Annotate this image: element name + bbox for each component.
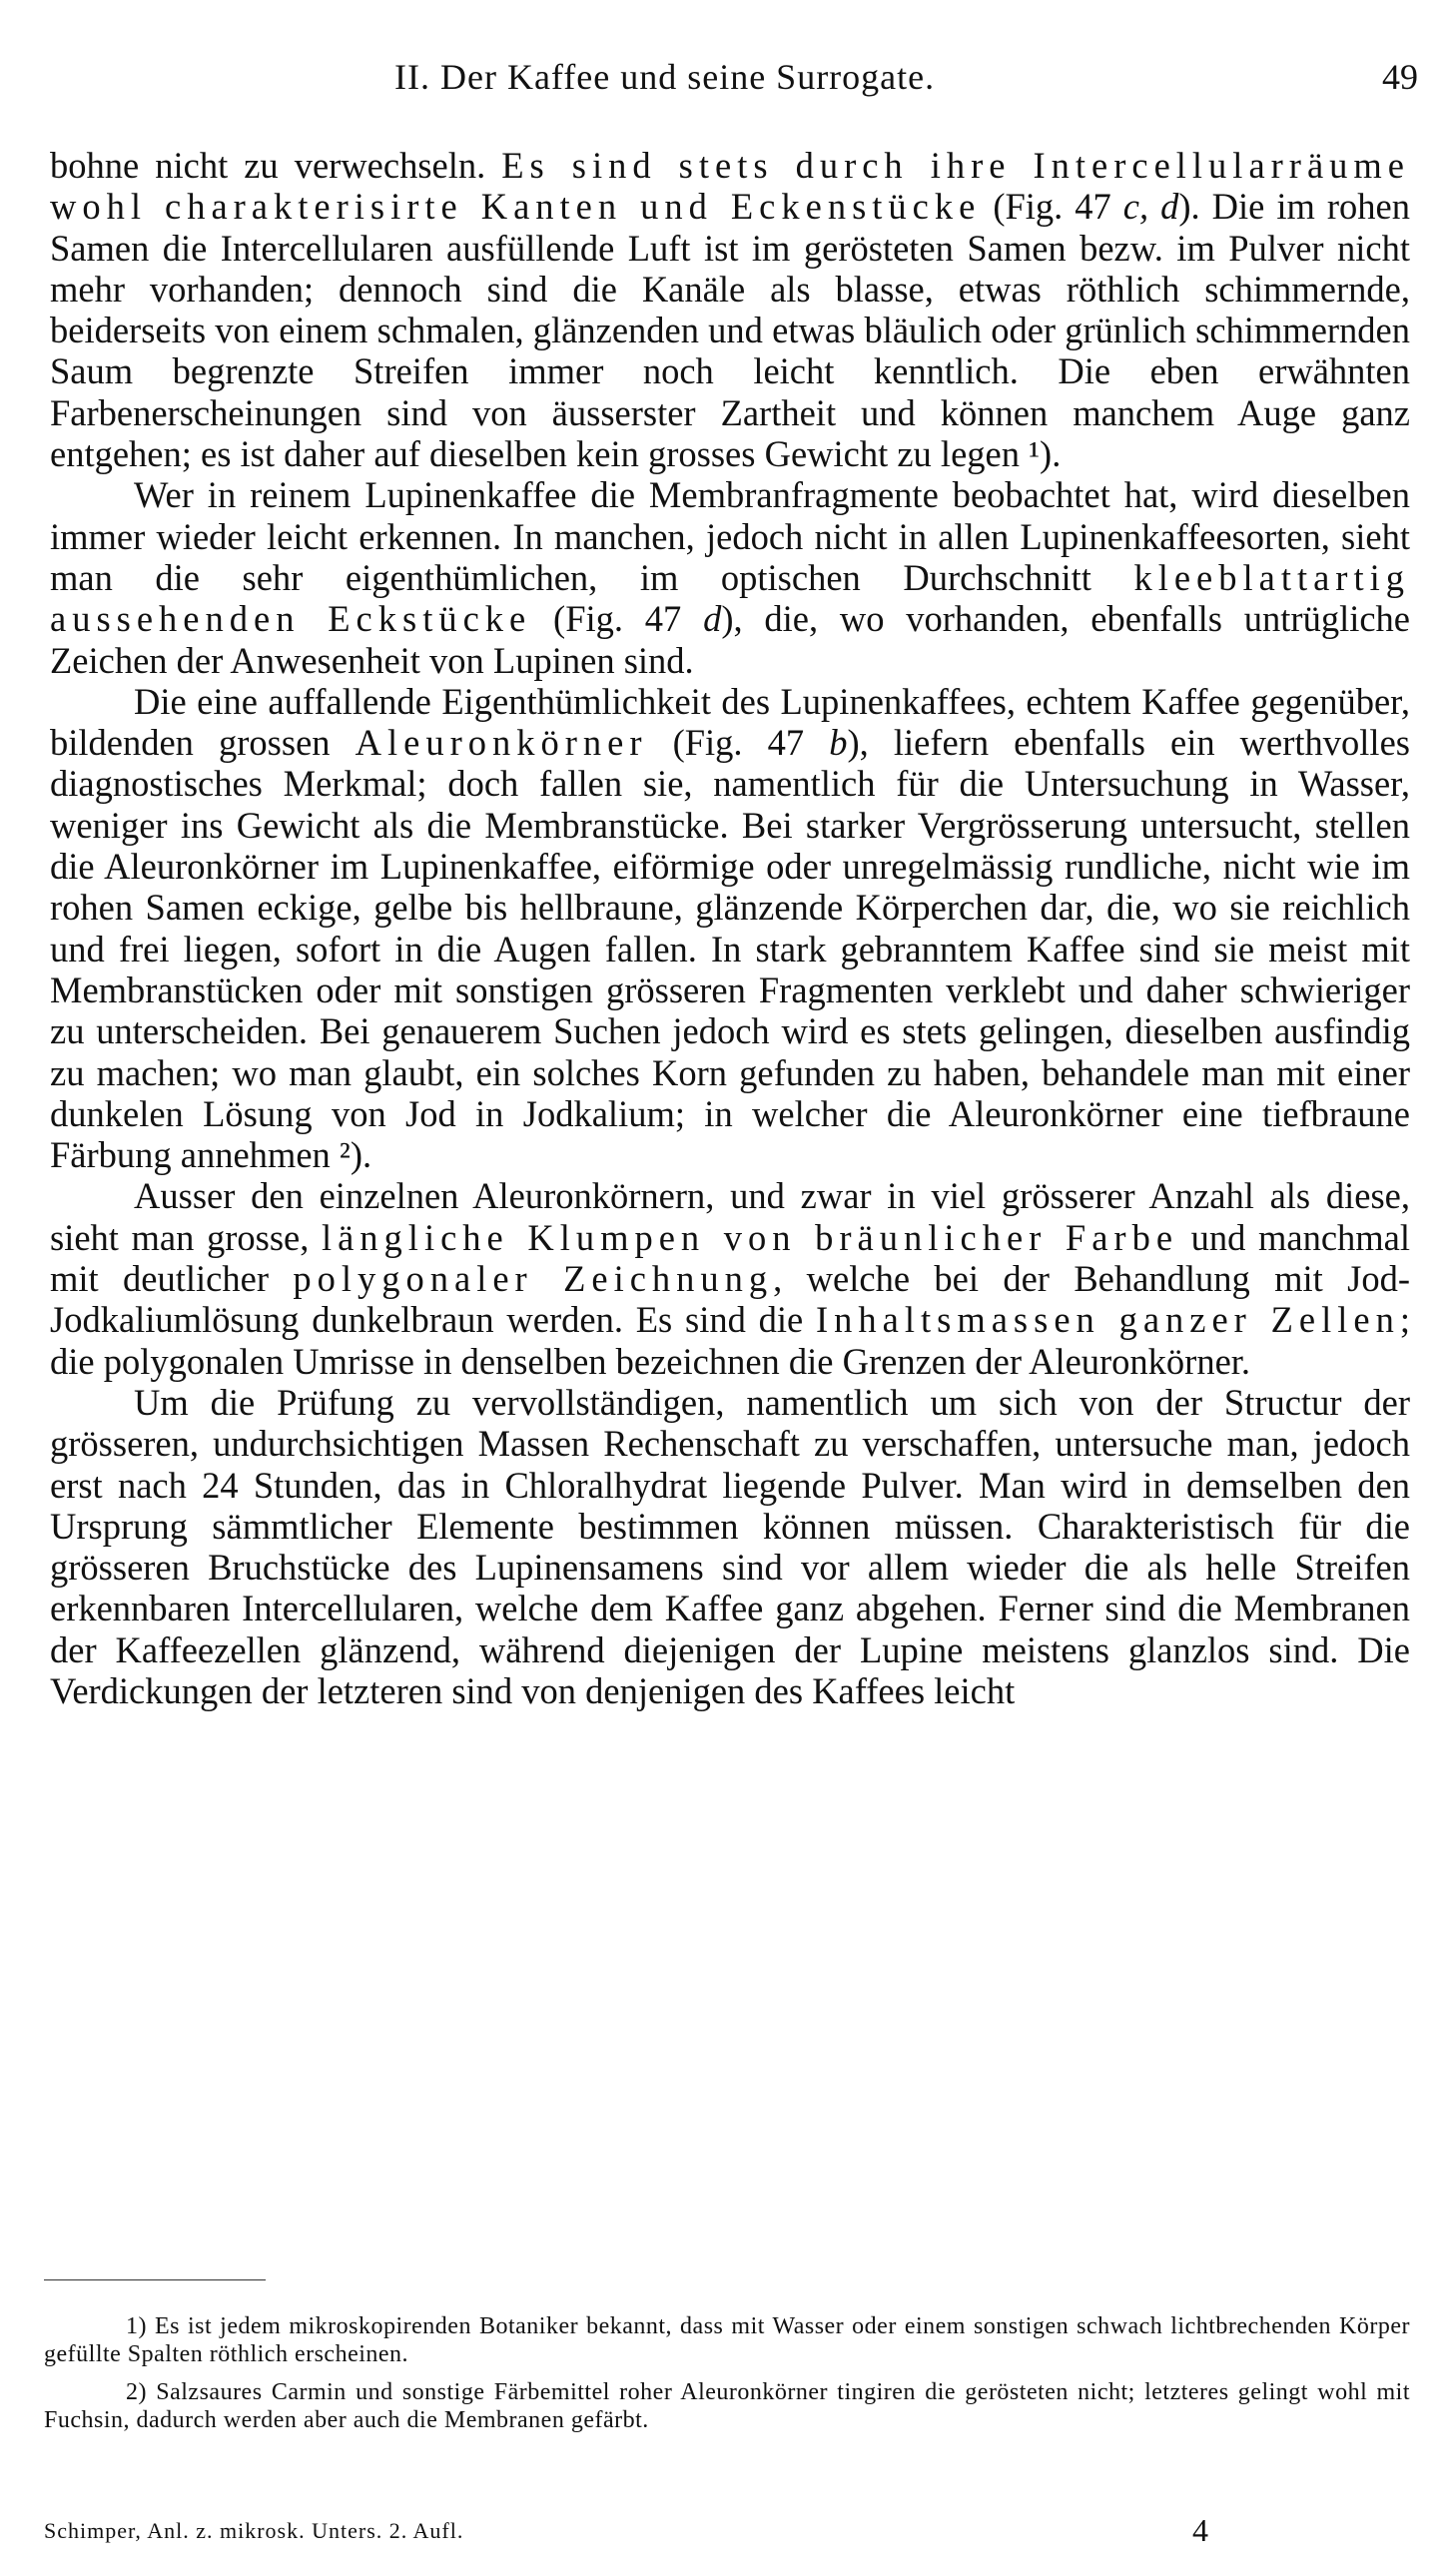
footnotes: [44, 2312, 1410, 2444]
footnote-1: 1) Es ist jedem mikroskopirenden Botaniker bekannt, dass mit Wasser oder einem sonstigen schwach lichtbrechenden Körper gefüllte Spalten röthlich erscheinen.: [44, 2313, 1410, 2367]
spaced-emphasis: längliche Klumpen von bräunlicher Farbe: [321, 1216, 1179, 1258]
spaced-emphasis: Es sind stets durch ihre Intercellularräume wohl charakterisirte Kanten und Eckenstücke: [50, 145, 1410, 228]
text-run: Ausser den einzelnen Aleuronkörnern, und zwar in viel grösserer Anzahl als diese, sieht man grosse,: [50, 1175, 1410, 1258]
spaced-emphasis: Inhaltsmassen ganzer Zellen: [816, 1299, 1400, 1341]
text-run: Die eine auffallende Eigenthümlichkeit des Lupinenkaffees, echtem Kaffee gegenüber, bildenden grossen: [50, 680, 1410, 764]
spaced-emphasis: polygonaler Zeichnung: [293, 1258, 774, 1300]
running-header: [50, 56, 1418, 116]
text-run: Um die Prüfung zu vervollständigen, namentlich um sich von der Structur der grösseren, undurchsichtigen Massen Rechenschaft zu verschaffen, untersuche man, jedoch erst nach 24 Stunden, das in Chloralhydrat liegende Pulver. Man wird in demselben den Ursprung sämmtlicher Elemente bestimmen können müssen. Charakteristisch für die grösseren Bruchstücke des Lupinensamens sind vor allem wieder die als helle Streifen erkennbaren Intercellularen, welche dem Kaffee ganz abgehen. Ferner sind die Membranen der Kaffeezellen glänzend, während diejenigen der Lupine meistens glanzlos sind. Die Verdickungen der letzteren sind von denjenigen des Kaffees leicht: [50, 1381, 1410, 1711]
spaced-emphasis: kleeblattartig aussehenden Eckstücke: [50, 556, 1410, 640]
text-run: (Fig. 47: [981, 186, 1123, 228]
spaced-emphasis: Aleuronkörner: [355, 722, 648, 764]
text-run: und manchmal mit deutlicher: [50, 1216, 1410, 1300]
text-run: Wer in reinem Lupinenkaffee die Membranfragmente beobachtet hat, wird dieselben immer wieder leicht erkennen. In manchen, jedoch nicht in allen Lupinenkaffeesorten, sieht man die sehr eigenthümlichen, im optischen Durchschnitt: [50, 474, 1410, 598]
text-run: bohne nicht zu verwechseln.: [50, 145, 502, 186]
paragraph-2: [50, 474, 1410, 680]
footnote-2: 2) Salzsaures Carmin und sonstige Färbemittel roher Aleuronkörner tingiren die gerösteten nicht; letzteres gelingt wohl mit Fuchsin, dadurch werden aber auch die Membranen gefärbt.: [44, 2379, 1410, 2433]
paragraph-1: [50, 145, 1410, 474]
signature-number: 4: [1192, 2512, 1208, 2548]
italic-reference: d: [703, 598, 722, 640]
text-run: ). Die im rohen Samen die Intercellularen ausfüllende Luft ist im gerösteten Samen bezw. im Pulver nicht mehr vorhanden; dennoch sind die Kanäle als blasse, etwas röthlich schimmernde, beiderseits von einem schmalen, glänzenden und etwas bläulich oder grünlich schimmernden Saum begrenzte Streifen immer noch leicht kenntlich. Die eben erwähnten Farbenerscheinungen sind von äusserster Zartheit und können manchem Auge ganz entgehen; es ist daher auf dieselben kein grosses Gewicht zu legen ¹).: [50, 186, 1410, 475]
running-title: II. Der Kaffee und seine Surrogate.: [394, 57, 936, 97]
signature-text: Schimper, Anl. z. mikrosk. Unters. 2. Aufl.: [44, 2518, 464, 2543]
text-run: ; die polygonalen Umrisse in denselben bezeichnen die Grenzen der Aleuronkörner.: [50, 1299, 1410, 1382]
text-run: (Fig. 47: [647, 722, 830, 764]
main-text: [50, 145, 1410, 1711]
italic-reference: b: [829, 722, 848, 764]
page-number: 49: [1382, 57, 1418, 97]
italic-reference: c, d: [1122, 186, 1179, 228]
paragraph-5: [50, 1382, 1410, 1711]
text-run: ), liefern ebenfalls ein werthvolles diagnostisches Merkmal; doch fallen sie, namentlich für die Untersuchung in Wasser, weniger ins Gewicht als die Membranstücke. Bei starker Vergrösserung untersucht, stellen die Aleuronkörner im Lupinenkaffee, eiförmige oder unregelmässig rundliche, nicht wie im rohen Samen eckige, gelbe bis hellbraune, glänzende Körperchen dar, die, wo sie reichlich und frei liegen, sofort in die Augen fallen. In stark gebranntem Kaffee sind sie meist mit Membranstücken oder mit sonstigen grösseren Fragmenten verklebt und daher schwieriger zu unterscheiden. Bei genauerem Suchen jedoch wird es stets gelingen, dieselben ausfindig zu machen; wo man glaubt, ein solches Korn gefunden zu haben, behandele man mit einer dunkelen Lösung von Jod in Jodkalium; in welcher die Aleuronkörner eine tiefbraune Färbung annehmen ²).: [50, 722, 1410, 1176]
printer-signature: [44, 2512, 1412, 2552]
text-run: , welche bei der Behandlung mit Jod-Jodkaliumlösung dunkelbraun werden. Es sind die: [50, 1258, 1411, 1341]
text-run: (Fig. 47: [531, 598, 704, 640]
footnote-rule: [44, 2279, 266, 2280]
text-run: ), die, wo vorhanden, ebenfalls untrügliche Zeichen der Anwesenheit von Lupinen sind.: [50, 598, 1410, 681]
paragraph-3: [50, 681, 1410, 1176]
paragraph-4: [50, 1175, 1410, 1381]
